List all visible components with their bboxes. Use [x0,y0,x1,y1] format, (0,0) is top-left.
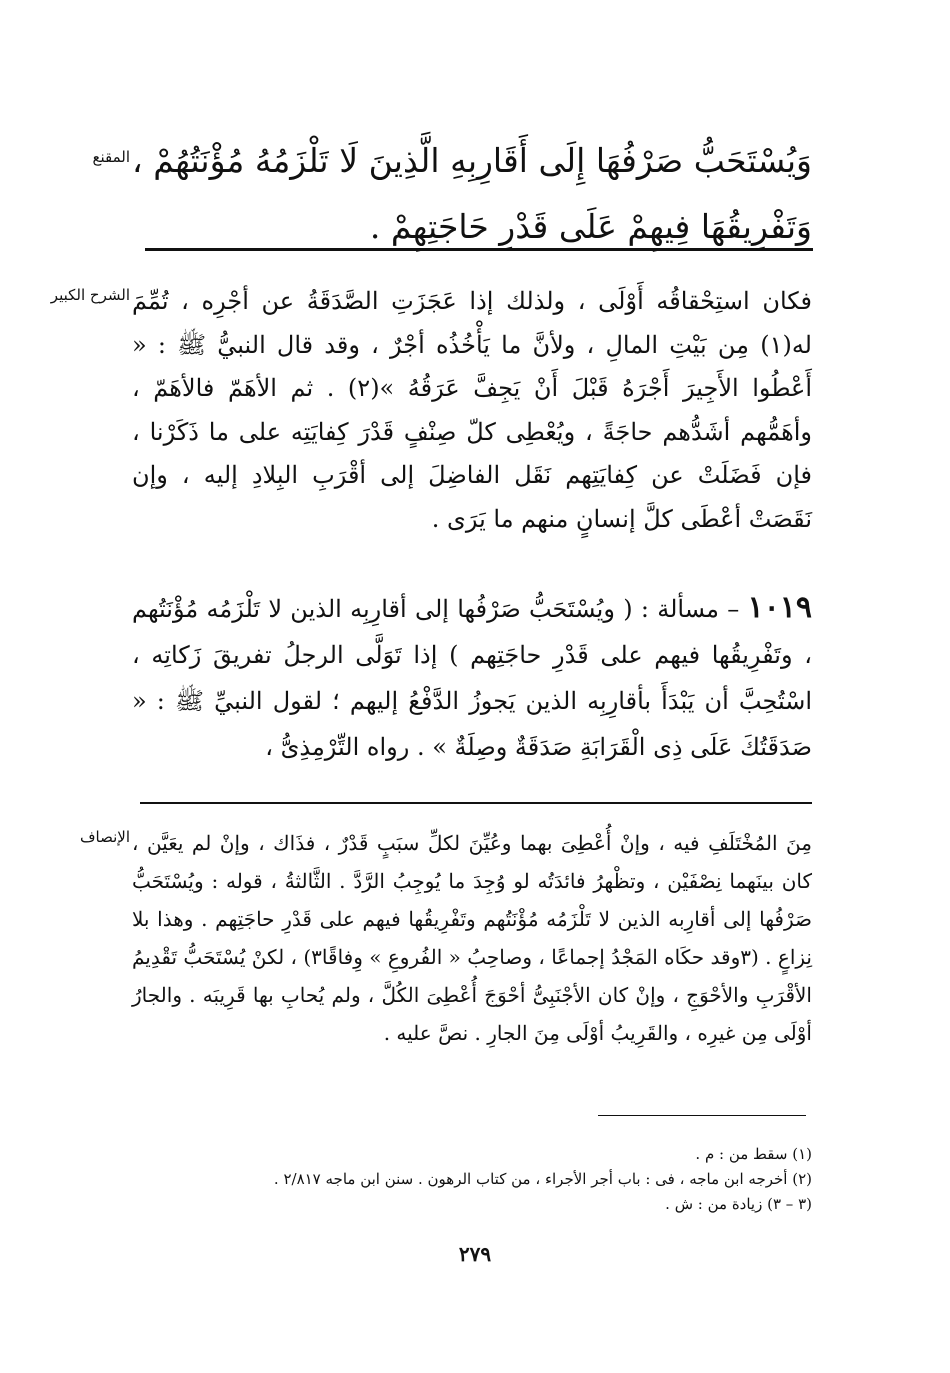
divider-muqni [145,248,813,251]
divider-insaf [140,802,812,804]
masala-text: – مسألة : ( ويُسْتَحَبُّ صَرْفُها إلى أقارِبِه الذين لا تَلْزَمُه مُؤْنَتُهم ، وتَفْرِيقُها فيهم على قَدْرِ حاجَتِهم ) إذا تَوَلَّى الرجلُ تفريقَ زَكاتِه ، اسْتُحِبَّ أن يَبْدَأَ بأقارِبِه الذين يَجوزُ الدَّفْعُ إليهم ؛ لقول النبيِّ ﷺ : « صَدَقَتُكَ عَلَى ذِى الْقَرَابَةِ صَدَقَةٌ وصِلَةٌ » . رواه التِّرْمِذِىُّ ، [132,595,812,761]
footnote-3: (٣ – ٣) زيادة من : ش . [665,1195,812,1213]
footnote-2: (٢) أخرجه ابن ماجه ، فى : باب أجر الأجراء ، من كتاب الرهون . سنن ابن ماجه ٢/٨١٧ . [273,1170,812,1188]
sharh-text: فكان استِحْقاقُه أَوْلَى ، ولذلك إذا عَجَزَتِ الصَّدَقَةُ عن أجْرِه ، تُمِّمَ له(١) مِن بَيْتِ المالِ ، ولأنَّ ما يَأْخُذُه أجْرٌ ، وقد قال النبيُّ ﷺ : « أَعْطُوا الأَجِيرَ أَجْرَهُ قَبْلَ أَنْ يَجِفَّ عَرَقُهُ »(٢) . ثم الأهَمّ فالأهَمّ ، وأهَمُّهم أشَدُّهم حاجَةً ، ويُعْطِى كلّ صِنْفٍ قَدْرَ كِفايَتِه على ما ذَكَرْنا ، فإن فَضَلَتْ عن كِفايَتِهم نَقَل الفاضِلَ إلى أقْرَبِ البِلادِ إليه ، وإن نَقَصَتْ أعْطَى كلَّ إنسانٍ منهم ما يَرَى . [132,287,813,533]
label-insaf: الإنصاف [79,828,130,846]
footnote-1: (١) سقط من : م . [695,1145,812,1163]
footnote-rule [598,1115,806,1116]
insaf-text: مِنَ المُخْتَلَفِ فيه ، وإنْ أُعْطِىَ بهما وعُيِّنَ لكلِّ سبَبٍ قَدْرٌ ، فذَاك ، وإنْ لم يعَيَّن ، كان بينَهما نِصْفَيْن ، وتظْهرُ فائدَتُه لو وُجِدَ ما يُوجِبُ الرَّدَّ . الثَّالثةُ ، قوله : ويُسْتَحَبُّ صَرْفُها إلى أقارِبه الذين لا تَلْزَمُه مُؤْنَتُهم وتَفْرِيقُها فيهم على قَدْرِ حاجَتِهم . وهذا بلا نِزاعٍ . (٣وقد حكَاه المَجْدُ إجماعًا ، وصاحِبُ « الفُروعِ » وِفاقًا٣) ، لكنْ يُسْتَحَبُّ تَقْدِيمُ الأقْرَبِ والأحْوَجِ ، وإنْ كان الأجْنَبِىُّ أحْوَجَ أُعْطِىَ الكُلَّ ، ولم يُحابِ بها قَرِيبَه . والجارُ أوْلَى مِن غيرِه ، والقَرِيبُ أوْلَى مِنَ الجارِ . نصَّ عليه . [132,831,813,1045]
label-sharh: الشرح الكبير [50,286,130,304]
masala-paragraph [132,585,812,770]
masala-number: ١٠١٩ [747,590,812,625]
page-number: ٢٧٩ [458,1242,492,1266]
label-muqni: المقنع [92,148,130,166]
muqni-text: وَيُسْتَحَبُّ صَرْفُهَا إِلَى أَقَارِبِهِ الَّذِينَ لَا تَلْزَمُهُ مُؤْنَتُهُمْ ، وَتَفْرِيقُهَا فِيهِمْ عَلَى قَدْرِ حَاجَتِهِمْ . [132,141,812,246]
